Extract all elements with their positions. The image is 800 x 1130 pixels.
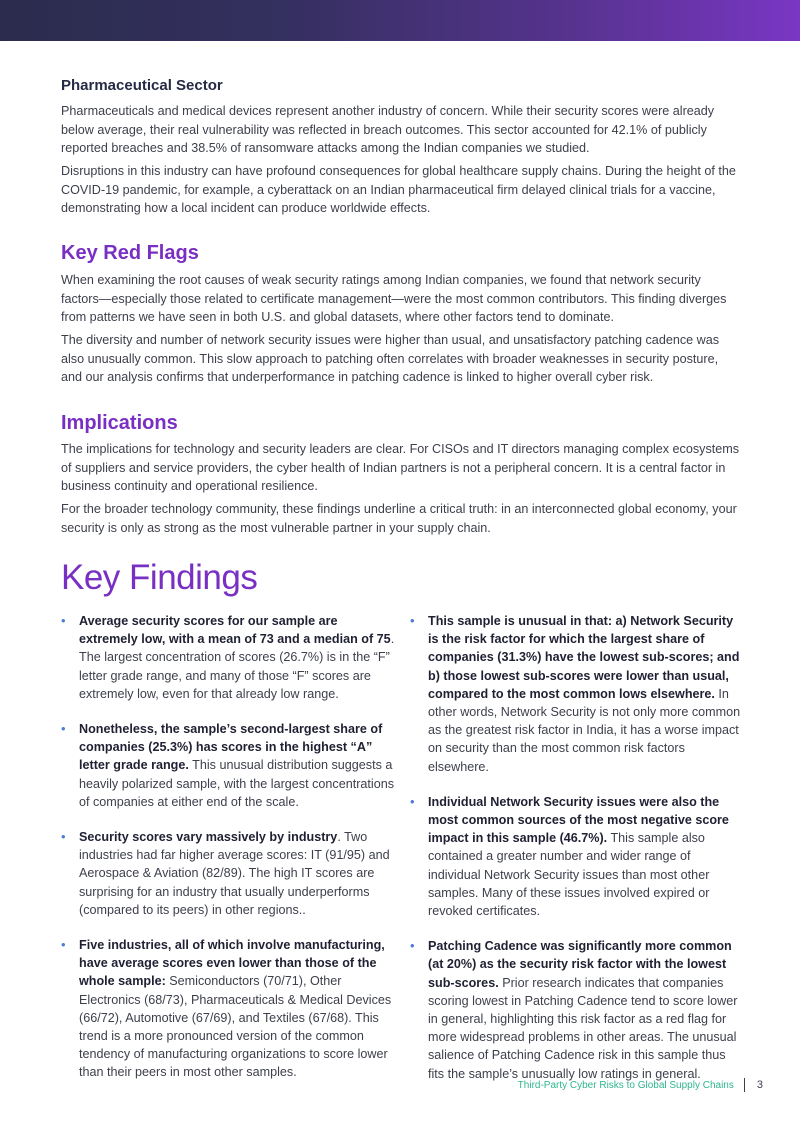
pharmaceutical-sector-heading: Pharmaceutical Sector bbox=[61, 77, 223, 94]
finding-text: Semiconductors (70/71), Other Electronics (68/73), Pharmaceuticals & Medical Devices (66/72), Automotive (67/69), and Textiles (67/68). This trend is a more pronounced version of the common tendency of manufacturing organizations to score lower than their peers in most other samples. bbox=[79, 974, 392, 1080]
key-findings-title: Key Findings bbox=[61, 558, 258, 597]
finding-emphasis: Individual Network Security issues were also the most common sources of the most negative score impact in this sample (46.7%). bbox=[428, 794, 729, 846]
bullet-icon: • bbox=[410, 793, 415, 809]
header-band bbox=[0, 0, 800, 41]
implications-paragraph-1: The implications for technology and security leaders are clear. For CISOs and IT directors managing complex ecosystems of suppliers and service providers, the cyber health of Indian partners is not a peripheral concern. It is a central factor in business continuity and operational resilience. bbox=[61, 442, 740, 493]
pharmaceutical-paragraph-2: Disruptions in this industry can have profound consequences for global healthcare supply chains. During the height of the COVID-19 pandemic, for example, a cyberattack on an Indian pharmaceutical firm delayed clinical trials for a vaccine, demonstrating how a local incident can produce worldwide effects. bbox=[61, 164, 736, 215]
finding-text: . Two industries had far higher average scores: IT (91/95) and Aerospace & Aviation (82/89). The high IT scores are surprising for an industry that usually underperforms (compared to its peers) in other regions.. bbox=[79, 830, 390, 917]
footer-divider bbox=[744, 1078, 745, 1092]
page-footer bbox=[518, 1078, 763, 1092]
finding-item bbox=[61, 720, 397, 811]
footer-report-title: Third-Party Cyber Risks to Global Supply Chains bbox=[517, 1079, 734, 1091]
finding-text: This unusual distribution suggests a heavily polarized sample, with the largest concentrations of companies at either end of the scale. bbox=[79, 758, 395, 809]
finding-text: This sample also contained a greater number and wider range of individual Network Security issues than most other samples. Many of these issues involved expired or revoked certificates. bbox=[428, 831, 710, 919]
finding-item bbox=[410, 612, 745, 776]
finding-emphasis: Five industries, all of which involve manufacturing, have average scores even lower than those of the whole sample: bbox=[79, 938, 385, 989]
implications-heading: Implications bbox=[61, 412, 178, 434]
red-flags-paragraph-1: When examining the root causes of weak security ratings among Indian companies, we found that network security factors—especially those related to certificate management—were the most common contributors. This finding diverges from patterns we have seen in both U.S. and global datasets, where other factors tend to dominate. bbox=[61, 273, 727, 324]
finding-item bbox=[61, 828, 397, 919]
findings-right-column bbox=[410, 612, 745, 1100]
red-flags-paragraph-2: The diversity and number of network security issues were higher than usual, and unsatisfactory patching cadence was also unusually common. This slow approach to patching often correlates with broader weaknesses in security posture, and our analysis confirms that underperformance in patching cadence is linked to higher overall cyber risk. bbox=[61, 333, 720, 384]
key-red-flags-heading: Key Red Flags bbox=[61, 242, 199, 264]
finding-item bbox=[61, 612, 397, 703]
finding-text: In other words, Network Security is not only more common as the greatest risk factor in India, it has a worse impact on security than the most common risk factors elsewhere. bbox=[428, 686, 741, 774]
finding-emphasis: This sample is unusual in that: a) Network Security is the risk factor for which the largest share of companies (31.3%) have the lowest sub-scores; and b) those lowest sub-scores were lower than usual, compared to the most common lows elsewhere. bbox=[428, 614, 740, 701]
implications-paragraph-2: For the broader technology community, these findings underline a critical truth: in an interconnected global economy, your security is only as strong as the most vulnerable partner in your supply chain. bbox=[61, 502, 737, 535]
finding-emphasis: Security scores vary massively by industry bbox=[79, 830, 338, 845]
bullet-icon: • bbox=[410, 613, 415, 628]
bullet-icon: • bbox=[410, 938, 415, 954]
finding-emphasis: Nonetheless, the sample’s second-largest share of companies (25.3%) has scores in the highest “A” letter grade range. bbox=[79, 722, 383, 773]
finding-text: . The largest concentration of scores (26.7%) is in the “F” letter grade range, and many of those “F” scores are extremely low, even for that already low range. bbox=[79, 632, 395, 701]
finding-emphasis: Average security scores for our sample are extremely low, with a mean of 73 and a median of 75 bbox=[79, 614, 391, 647]
findings-left-column bbox=[61, 612, 397, 1099]
finding-text: Prior research indicates that companies scoring lowest in Patching Cadence tend to score lower in general, highlighting this risk factor as a red flag for more widespread problems in other areas. The unusual salience of Patching Cadence risk in this sample thus fits the sample’s unusually low ratings in general. bbox=[428, 975, 738, 1081]
page-number: 3 bbox=[756, 1079, 763, 1091]
bullet-icon: • bbox=[61, 829, 66, 845]
bullet-icon: • bbox=[61, 937, 66, 953]
finding-item bbox=[410, 937, 745, 1083]
finding-item bbox=[410, 793, 745, 920]
finding-emphasis: Patching Cadence was significantly more common (at 20%) as the security risk factor with the lowest sub-scores. bbox=[428, 939, 732, 990]
finding-item bbox=[61, 936, 397, 1082]
pharmaceutical-paragraph-1: Pharmaceuticals and medical devices represent another industry of concern. While their security scores were already below average, their real vulnerability was reflected in breach outcomes. This sector accounted for 42.1% of publicly reported breaches and 38.5% of ransomware attacks among the Indian companies we studied. bbox=[61, 104, 715, 155]
bullet-icon: • bbox=[61, 613, 66, 628]
bullet-icon: • bbox=[61, 721, 66, 737]
